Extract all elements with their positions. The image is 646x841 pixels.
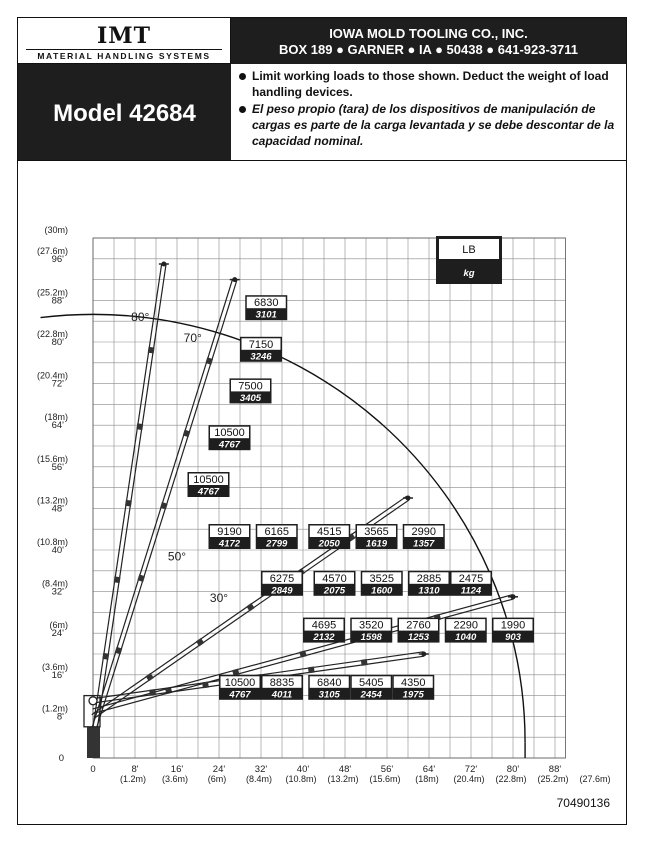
x-tick-label-metric: (3.6m) <box>161 774 189 784</box>
y-tick-label: 32' <box>51 586 64 598</box>
capacity-lb: 9190 <box>217 526 242 538</box>
capacity-lb: 3525 <box>369 572 394 585</box>
x-tick-label: 56' <box>380 764 394 775</box>
crane-base-icon <box>84 696 100 758</box>
boom-angle-label: 70° <box>183 331 202 345</box>
y-tick-label: 40' <box>51 545 64 556</box>
capacity-kg: 1619 <box>365 538 388 550</box>
logo-subtitle: MATERIAL HANDLING SYSTEMS <box>37 51 211 61</box>
y-tick-label-metric: (30m) <box>44 225 68 235</box>
capacity-lb: 3520 <box>359 619 384 632</box>
capacity-lb: 6275 <box>269 572 295 585</box>
x-tick-label: 0 <box>90 764 96 775</box>
capacity-kg: 1253 <box>407 632 430 644</box>
unit-legend <box>436 236 502 284</box>
company-address: BOX 189 ● GARNER ● IA ● 50438 ● 641-923-3711 <box>278 42 579 57</box>
x-tick-label-metric: (18m) <box>415 774 439 784</box>
x-tick-label-metric: (27.6m) <box>579 774 611 784</box>
boom-section-joint <box>146 673 154 681</box>
x-tick-label-metric: (22.8m) <box>495 774 527 784</box>
x-tick-label-metric: (1.2m) <box>119 774 147 784</box>
capacity-kg: 2849 <box>271 585 293 597</box>
boom-section-joint <box>202 681 209 688</box>
y-tick-label: 88' <box>51 295 64 307</box>
capacity-lb: 7500 <box>238 380 263 393</box>
capacity-kg: 3101 <box>255 309 277 321</box>
boom-section-joint <box>136 423 143 430</box>
boom-section-joint <box>149 689 156 696</box>
capacity-kg: 1357 <box>413 538 435 550</box>
x-tick-label: 8' <box>131 764 139 775</box>
capacity-lb: 8835 <box>269 676 295 689</box>
x-tick-label: 88' <box>548 764 562 775</box>
x-tick-label: 32' <box>254 764 268 775</box>
capacity-kg: 2050 <box>318 538 340 550</box>
x-tick-label: 80' <box>506 764 520 775</box>
capacity-lb: 10500 <box>224 676 256 689</box>
capacity-lb: 10500 <box>193 474 224 486</box>
boom-section-joint <box>102 653 109 660</box>
capacity-kg: 1975 <box>402 689 424 701</box>
y-tick-label: 8' <box>56 711 64 723</box>
boom-section-joint <box>361 659 368 666</box>
capacity-kg: 1598 <box>360 632 382 644</box>
capacity-kg: 3246 <box>250 351 272 363</box>
x-tick-label-metric: (13.2m) <box>327 774 359 784</box>
boom-section-joint <box>114 576 121 583</box>
capacity-kg: 4767 <box>229 689 251 701</box>
capacity-kg: 2799 <box>266 538 288 550</box>
capacity-lb: 2475 <box>458 572 484 585</box>
boom-section-joint <box>148 347 155 354</box>
y-tick-label: 80' <box>51 337 64 348</box>
boom-section-joint <box>308 667 315 674</box>
capacity-lb: 1990 <box>500 619 526 632</box>
capacity-lb: 4695 <box>311 619 337 632</box>
y-tick-label-metric: (1.2m) <box>41 703 68 714</box>
y-tick-label: 56' <box>51 461 64 473</box>
capacity-lb: 6165 <box>264 526 289 538</box>
y-tick-label-metric: (6m) <box>49 620 68 631</box>
y-tick-label-metric: (25.2m) <box>36 287 68 298</box>
x-tick-label: 72' <box>464 764 478 775</box>
logo-text: IMT <box>96 23 151 49</box>
boom-angle-label: 50° <box>167 549 187 564</box>
capacity-lb: 6840 <box>317 676 342 689</box>
capacity-kg: 2075 <box>323 585 346 597</box>
boom-angle-label: 80° <box>131 310 150 325</box>
capacity-lb: 2290 <box>453 619 478 632</box>
y-tick-label: 48' <box>51 503 64 515</box>
y-tick-label-metric: (18m) <box>44 412 68 423</box>
crane-mast <box>87 727 100 758</box>
capacity-kg: 4767 <box>197 486 220 498</box>
company-name: IOWA MOLD TOOLING CO., INC. <box>329 26 528 41</box>
crane-pivot <box>89 697 97 705</box>
capacity-kg: 3405 <box>239 392 262 404</box>
x-tick-label-metric: (25.2m) <box>537 774 569 784</box>
y-tick-label-metric: (3.6m) <box>41 661 68 672</box>
boom-section-joint <box>246 603 254 611</box>
y-tick-label-metric: (27.6m) <box>36 245 68 256</box>
capacity-lb: 2990 <box>411 526 436 538</box>
capacity-kg: 1040 <box>455 632 477 644</box>
x-tick-label: 48' <box>338 764 352 775</box>
capacity-lb: 4515 <box>317 526 342 538</box>
boom-section-joint <box>125 500 132 507</box>
y-tick-label-metric: (10.8m) <box>36 537 68 547</box>
capacity-kg: 2454 <box>360 689 382 701</box>
capacity-lb: 10500 <box>214 427 245 440</box>
capacity-kg: 1310 <box>418 585 440 597</box>
capacity-kg: 4011 <box>271 689 293 701</box>
boom-positions <box>91 262 518 743</box>
x-tick-label: 64' <box>422 764 436 775</box>
capacity-kg: 4767 <box>218 439 241 451</box>
y-axis-labels <box>37 225 68 764</box>
note-english-text: Limit working loads to those shown. Deduct the weight of load handling devices. <box>252 69 609 99</box>
y-tick-label: 72' <box>51 378 64 390</box>
capacity-kg: 4172 <box>218 538 241 550</box>
y-tick-label-metric: (20.4m) <box>36 370 68 381</box>
capacity-lb: 6830 <box>254 297 279 310</box>
capacity-lb: 4350 <box>401 676 426 689</box>
x-tick-label-metric: (20.4m) <box>453 774 485 784</box>
x-axis-labels <box>90 764 610 784</box>
capacity-lb: 2885 <box>416 572 442 585</box>
x-tick-label-metric: (10.8m) <box>285 774 317 784</box>
y-tick-label-metric: (22.8m) <box>36 329 68 339</box>
x-tick-label: 40' <box>296 764 310 775</box>
y-tick-label-metric: (13.2m) <box>36 495 68 506</box>
capacity-lb: 7150 <box>248 338 274 351</box>
y-tick-label: 96' <box>51 253 64 265</box>
y-tick-label-metric: (8.4m) <box>41 578 68 589</box>
boom-section-joint <box>196 638 204 646</box>
capacity-lb: 2760 <box>406 619 431 632</box>
note-spanish-text: El peso propio (tara) de los dispositivos de manipulación de cargas es parte de la carga levantada y se debe descontar de la capacidad nominal. <box>252 102 615 148</box>
capacity-kg: 1600 <box>371 585 393 597</box>
legend-lb: LB <box>462 244 476 256</box>
y-tick-label: 0 <box>58 753 64 764</box>
capacity-labels <box>188 295 535 700</box>
y-tick-label: 16' <box>51 669 64 681</box>
boom-angle-label: 30° <box>209 591 229 605</box>
y-tick-label: 24' <box>51 628 64 640</box>
y-tick-label-metric: (15.6m) <box>36 453 68 464</box>
capacity-lb: 4570 <box>322 572 347 585</box>
legend-kg: kg <box>463 268 475 279</box>
y-tick-label: 64' <box>51 420 64 432</box>
capacity-kg: 2132 <box>313 632 335 644</box>
x-tick-label: 16' <box>170 764 184 775</box>
x-tick-label-metric: (15.6m) <box>369 774 401 784</box>
x-tick-label: 24' <box>212 764 226 775</box>
x-tick-label-metric: (6m) <box>207 774 227 784</box>
capacity-kg: 903 <box>505 632 521 644</box>
capacity-lb: 5405 <box>359 676 384 689</box>
drawing-number: 70490136 <box>556 796 610 810</box>
capacity-kg: 3105 <box>318 689 340 701</box>
capacity-lb: 3565 <box>364 526 389 538</box>
capacity-kg: 1124 <box>460 585 482 597</box>
model-title: Model 42684 <box>53 100 196 127</box>
x-tick-label-metric: (8.4m) <box>245 774 273 784</box>
